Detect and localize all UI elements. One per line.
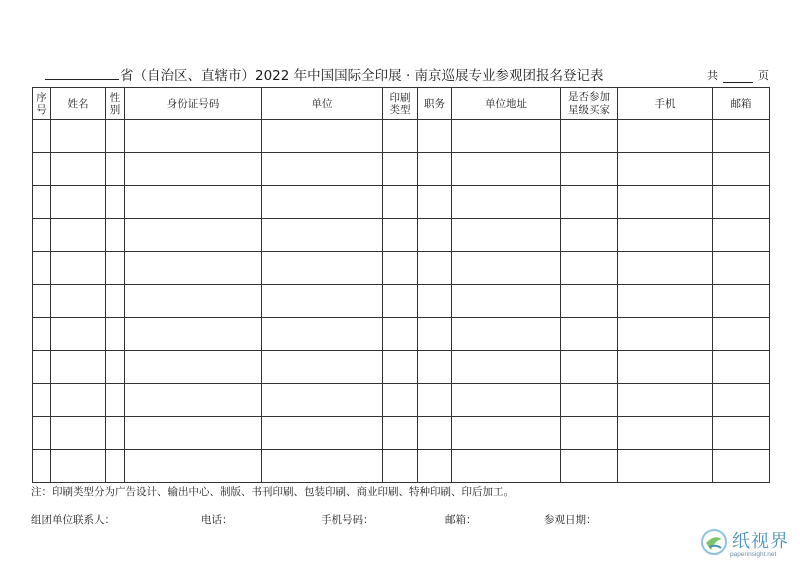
table-cell[interactable] xyxy=(383,153,418,186)
table-row xyxy=(33,384,770,417)
table-cell[interactable] xyxy=(262,252,383,285)
table-cell[interactable] xyxy=(561,153,618,186)
table-row xyxy=(33,120,770,153)
table-cell[interactable] xyxy=(713,417,770,450)
table-cell[interactable] xyxy=(51,153,106,186)
table-cell[interactable] xyxy=(561,318,618,351)
table-cell[interactable] xyxy=(418,318,452,351)
table-cell[interactable] xyxy=(33,153,51,186)
table-cell[interactable] xyxy=(125,351,262,384)
header-star-buyer: 是否参加星级买家 xyxy=(561,88,618,120)
page-count-prefix: 共 xyxy=(707,69,718,82)
table-cell[interactable] xyxy=(106,417,125,450)
table-cell[interactable] xyxy=(561,450,618,483)
table-cell[interactable] xyxy=(106,450,125,483)
table-cell[interactable] xyxy=(125,417,262,450)
table-cell[interactable] xyxy=(618,351,713,384)
table-cell[interactable] xyxy=(383,318,418,351)
table-cell[interactable] xyxy=(33,417,51,450)
table-row xyxy=(33,252,770,285)
table-cell[interactable] xyxy=(618,153,713,186)
table-cell[interactable] xyxy=(452,219,561,252)
table-cell[interactable] xyxy=(618,417,713,450)
header-name: 姓名 xyxy=(51,88,106,120)
table-cell[interactable] xyxy=(452,417,561,450)
table-cell[interactable] xyxy=(33,219,51,252)
table-cell[interactable] xyxy=(713,120,770,153)
table-cell[interactable] xyxy=(33,384,51,417)
table-cell[interactable] xyxy=(125,252,262,285)
table-cell[interactable] xyxy=(561,252,618,285)
table-cell[interactable] xyxy=(33,285,51,318)
table-cell[interactable] xyxy=(262,450,383,483)
watermark-name: 纸视界 xyxy=(732,531,789,552)
page-count xyxy=(707,67,769,83)
table-cell[interactable] xyxy=(713,219,770,252)
table-header-row xyxy=(33,88,770,120)
table-cell[interactable] xyxy=(452,384,561,417)
table-cell[interactable] xyxy=(51,186,106,219)
table-cell[interactable] xyxy=(262,351,383,384)
table-cell[interactable] xyxy=(618,219,713,252)
table-cell[interactable] xyxy=(452,450,561,483)
table-cell[interactable] xyxy=(51,351,106,384)
table-cell[interactable] xyxy=(51,450,106,483)
table-cell[interactable] xyxy=(33,186,51,219)
table-cell[interactable] xyxy=(713,384,770,417)
registration-table xyxy=(32,87,770,483)
table-cell[interactable] xyxy=(33,120,51,153)
table-cell[interactable] xyxy=(418,285,452,318)
table-cell[interactable] xyxy=(262,153,383,186)
table-cell[interactable] xyxy=(262,219,383,252)
table-cell[interactable] xyxy=(713,351,770,384)
table-cell[interactable] xyxy=(125,120,262,153)
table-cell[interactable] xyxy=(618,120,713,153)
table-cell[interactable] xyxy=(383,120,418,153)
table-cell[interactable] xyxy=(51,318,106,351)
table-row xyxy=(33,186,770,219)
header-gender: 性别 xyxy=(106,88,125,120)
table-cell[interactable] xyxy=(618,252,713,285)
table-cell[interactable] xyxy=(418,120,452,153)
watermark-url: paperinsight.net xyxy=(730,551,777,558)
print-type-footnote: 注：印刷类型分为广告设计、输出中心、制版、书刊印刷、包装印刷、商业印刷、特种印刷、印后加工。 xyxy=(31,486,514,498)
table-row xyxy=(33,450,770,483)
table-cell[interactable] xyxy=(33,351,51,384)
table-cell[interactable] xyxy=(106,186,125,219)
form-title-row xyxy=(40,62,780,84)
table-cell[interactable] xyxy=(262,186,383,219)
table-cell[interactable] xyxy=(106,351,125,384)
table-cell[interactable] xyxy=(383,252,418,285)
table-cell[interactable] xyxy=(452,120,561,153)
table-cell[interactable] xyxy=(106,318,125,351)
table-cell[interactable] xyxy=(618,318,713,351)
table-cell[interactable] xyxy=(51,285,106,318)
table-cell[interactable] xyxy=(452,153,561,186)
footer-email-label: 邮箱： xyxy=(445,514,477,526)
table-cell[interactable] xyxy=(418,384,452,417)
table-cell[interactable] xyxy=(561,186,618,219)
page-count-suffix: 页 xyxy=(758,69,769,82)
table-cell[interactable] xyxy=(125,219,262,252)
table-cell[interactable] xyxy=(452,186,561,219)
header-seq: 序号 xyxy=(33,88,51,120)
header-email: 邮箱 xyxy=(713,88,770,120)
header-id-number: 身份证号码 xyxy=(125,88,262,120)
page-count-blank[interactable] xyxy=(723,72,753,83)
header-company: 单位 xyxy=(262,88,383,120)
table-cell[interactable] xyxy=(452,351,561,384)
table-cell[interactable] xyxy=(561,417,618,450)
table-cell[interactable] xyxy=(33,252,51,285)
watermark xyxy=(700,524,795,564)
table-cell[interactable] xyxy=(51,120,106,153)
table-cell[interactable] xyxy=(262,285,383,318)
table-cell[interactable] xyxy=(106,384,125,417)
table-cell[interactable] xyxy=(713,285,770,318)
table-cell[interactable] xyxy=(561,219,618,252)
province-blank-line[interactable] xyxy=(45,79,119,80)
table-cell[interactable] xyxy=(383,285,418,318)
table-cell[interactable] xyxy=(418,186,452,219)
footer-mobile-label: 手机号码： xyxy=(321,514,374,526)
footer-phone-label: 电话： xyxy=(201,514,233,526)
table-cell[interactable] xyxy=(125,384,262,417)
footer-visit-date-label: 参观日期： xyxy=(544,514,597,526)
table-row xyxy=(33,318,770,351)
table-cell[interactable] xyxy=(713,318,770,351)
table-cell[interactable] xyxy=(383,384,418,417)
table-row xyxy=(33,285,770,318)
table-cell[interactable] xyxy=(618,450,713,483)
table-cell[interactable] xyxy=(452,285,561,318)
table-cell[interactable] xyxy=(383,351,418,384)
table-cell[interactable] xyxy=(262,384,383,417)
table-cell[interactable] xyxy=(51,384,106,417)
table-cell[interactable] xyxy=(106,252,125,285)
header-company-address: 单位地址 xyxy=(452,88,561,120)
table-cell[interactable] xyxy=(262,417,383,450)
table-cell[interactable] xyxy=(383,219,418,252)
header-print-type: 印刷类型 xyxy=(383,88,418,120)
table-cell[interactable] xyxy=(452,318,561,351)
table-cell[interactable] xyxy=(418,417,452,450)
table-cell[interactable] xyxy=(418,450,452,483)
footer-contact-label: 组团单位联系人： xyxy=(31,514,115,526)
table-cell[interactable] xyxy=(33,450,51,483)
table-cell[interactable] xyxy=(561,285,618,318)
table-cell[interactable] xyxy=(383,450,418,483)
table-cell[interactable] xyxy=(713,252,770,285)
table-cell[interactable] xyxy=(125,186,262,219)
table-cell[interactable] xyxy=(618,384,713,417)
table-cell[interactable] xyxy=(51,417,106,450)
table-cell[interactable] xyxy=(618,186,713,219)
table-cell[interactable] xyxy=(106,153,125,186)
paper-insight-logo-icon xyxy=(700,528,728,556)
table-cell[interactable] xyxy=(51,252,106,285)
table-cell[interactable] xyxy=(561,351,618,384)
table-cell[interactable] xyxy=(106,120,125,153)
table-cell[interactable] xyxy=(418,219,452,252)
table-cell[interactable] xyxy=(262,120,383,153)
table-cell[interactable] xyxy=(383,417,418,450)
table-cell[interactable] xyxy=(33,318,51,351)
table-row xyxy=(33,351,770,384)
table-cell[interactable] xyxy=(418,351,452,384)
table-row xyxy=(33,417,770,450)
form-title: 省（自治区、直辖市）2022 年中国国际全印展 · 南京巡展专业参观团报名登记表 xyxy=(120,68,604,84)
table-cell[interactable] xyxy=(106,285,125,318)
table-cell[interactable] xyxy=(713,450,770,483)
table-cell[interactable] xyxy=(618,285,713,318)
header-position: 职务 xyxy=(418,88,452,120)
table-cell[interactable] xyxy=(383,186,418,219)
table-cell[interactable] xyxy=(125,153,262,186)
table-cell[interactable] xyxy=(106,219,125,252)
table-cell[interactable] xyxy=(561,120,618,153)
header-mobile: 手机 xyxy=(618,88,713,120)
table-cell[interactable] xyxy=(452,252,561,285)
table-row xyxy=(33,219,770,252)
table-row xyxy=(33,153,770,186)
table-cell[interactable] xyxy=(418,153,452,186)
table-cell[interactable] xyxy=(262,318,383,351)
table-cell[interactable] xyxy=(561,384,618,417)
table-cell[interactable] xyxy=(51,219,106,252)
table-cell[interactable] xyxy=(418,252,452,285)
table-cell[interactable] xyxy=(125,285,262,318)
table-cell[interactable] xyxy=(125,318,262,351)
table-cell[interactable] xyxy=(713,153,770,186)
table-cell[interactable] xyxy=(125,450,262,483)
table-cell[interactable] xyxy=(713,186,770,219)
